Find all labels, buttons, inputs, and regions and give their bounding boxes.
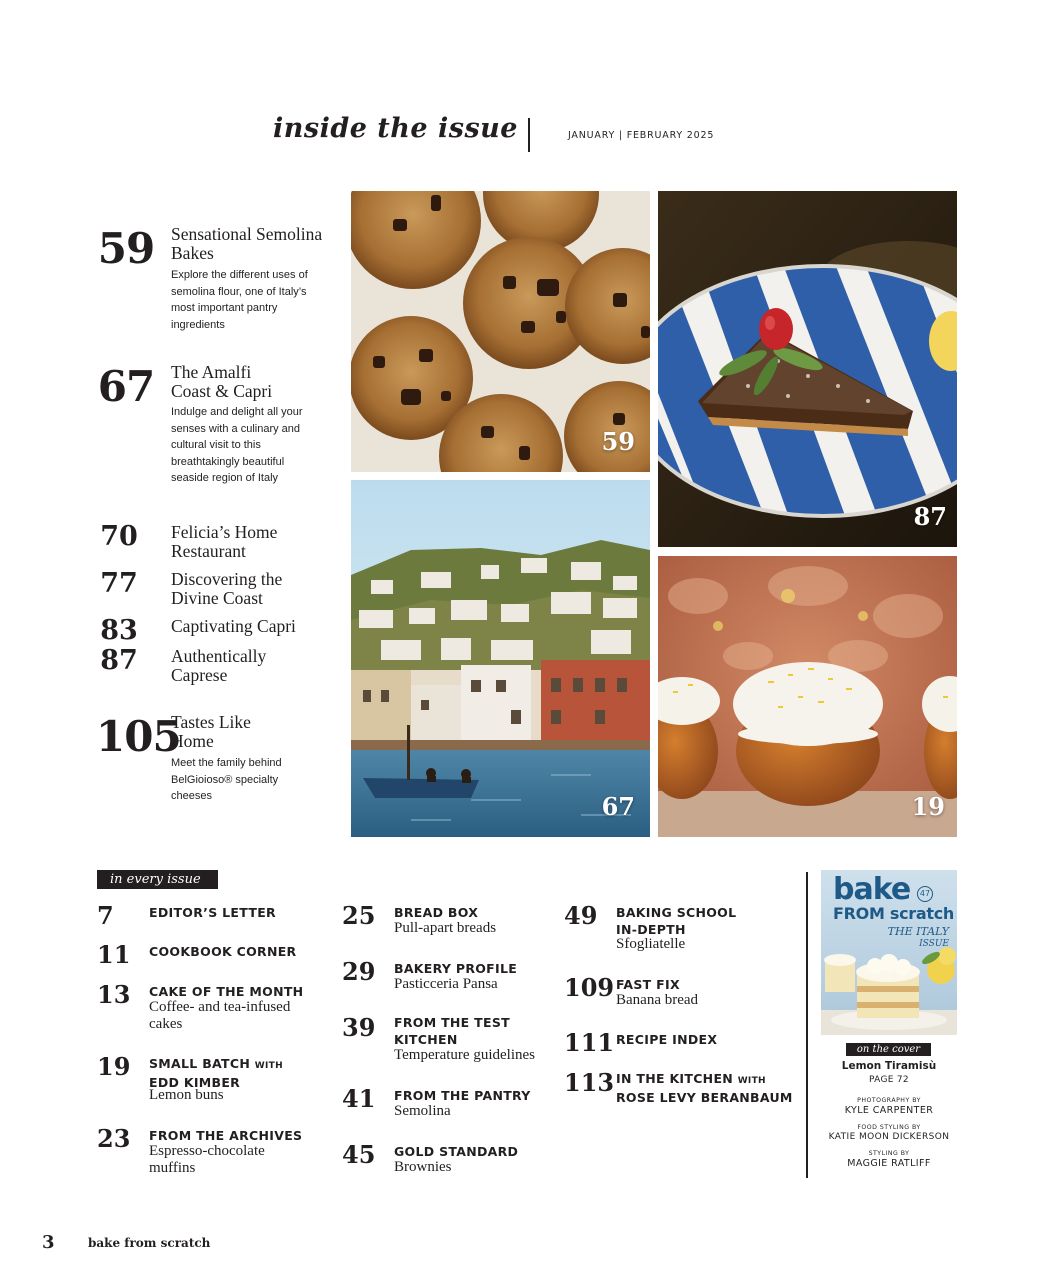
photo-torte[interactable] (658, 191, 957, 547)
department-label: RECIPE INDEX (616, 1032, 718, 1047)
department-label-part: EDD KIMBER (149, 1074, 241, 1090)
department-label: COOKBOOK CORNER (149, 944, 297, 959)
feature-page-number: 77 (100, 568, 138, 599)
page-title: inside the issue (273, 113, 518, 144)
cover-headline (888, 926, 949, 950)
department-label-part: IN THE KITCHEN (616, 1071, 734, 1086)
feature-page-number: 70 (100, 521, 138, 552)
photo-page-number: 67 (601, 792, 635, 821)
department-label-with: WITH (254, 1061, 283, 1071)
photo-lemon-buns[interactable] (658, 556, 957, 837)
feature-title: Captivating Capri (171, 616, 296, 636)
department-label: CAKE OF THE MONTH (149, 984, 304, 999)
feature-page-number: 59 (97, 224, 155, 273)
feature-item[interactable] (96, 362, 336, 507)
publication-name: bake from scratch (88, 1236, 211, 1250)
department-label (616, 1071, 796, 1106)
department-label-part: SMALL BATCH (149, 1056, 251, 1071)
credit-role: FOOD STYLING BY (857, 1124, 921, 1131)
department-item[interactable] (342, 957, 562, 997)
department-page-number: 113 (564, 1068, 615, 1097)
department-page-number: 49 (564, 901, 598, 930)
department-page-number: 111 (564, 1028, 615, 1057)
department-page-number: 13 (97, 980, 131, 1009)
department-page-number: 25 (342, 901, 376, 930)
department-page-number: 23 (97, 1124, 131, 1153)
feature-title: Authentically Caprese (171, 646, 267, 685)
department-page-number: 39 (342, 1013, 376, 1042)
department-item[interactable] (564, 1068, 794, 1108)
feature-title: The Amalfi Coast & Capri (171, 362, 273, 401)
feature-item[interactable] (96, 645, 336, 685)
capri-illustration (351, 480, 650, 837)
department-page-number: 29 (342, 957, 376, 986)
feature-description: Indulge and delight all your senses with a culinary and cultural visit to this breathtakingly beautiful seaside region of Italy (171, 406, 303, 484)
department-item[interactable] (97, 1052, 317, 1108)
department-subtitle: Pasticceria Pansa (394, 976, 498, 992)
credit-name: KATIE MOON DICKERSON (828, 1132, 950, 1142)
department-item[interactable] (342, 1084, 562, 1124)
department-subtitle: Sfogliatelle (616, 936, 686, 952)
photo-page-number: 87 (913, 502, 947, 531)
department-item[interactable] (564, 901, 794, 957)
feature-item[interactable] (96, 224, 336, 339)
feature-item[interactable] (96, 521, 336, 561)
feature-title: Felicia’s Home Restaurant (171, 522, 278, 561)
department-page-number: 109 (564, 973, 615, 1002)
department-subtitle: Coffee- and tea-infused cakes (149, 999, 291, 1032)
department-subtitle: Espresso-chocolate muffins (149, 1143, 265, 1176)
feature-description: Meet the family behind BelGioioso® specialty cheeses (171, 757, 282, 802)
cover-page-ref: PAGE 72 (869, 1075, 909, 1085)
feature-item[interactable] (96, 568, 336, 608)
feature-page-number: 87 (100, 645, 138, 676)
credit-role: STYLING BY (868, 1150, 910, 1157)
cover-divider (806, 872, 808, 1178)
cover-issue-number: 47 (917, 886, 933, 902)
department-item[interactable] (97, 1124, 317, 1180)
feature-item[interactable] (96, 615, 336, 646)
feature-page-number: 105 (96, 712, 181, 761)
feature-title: Discovering the Divine Coast (171, 569, 283, 608)
cover-headline-line: ISSUE (919, 939, 949, 949)
photo-capri-harbor[interactable] (351, 480, 650, 837)
department-label: BAKING SCHOOL IN-DEPTH (616, 905, 737, 937)
header-divider (528, 118, 530, 152)
department-item[interactable] (97, 940, 317, 970)
department-page-number: 19 (97, 1052, 131, 1081)
department-subtitle: Banana bread (616, 992, 699, 1008)
cover-headline-line: THE ITALY (887, 925, 949, 938)
feature-page-number: 83 (100, 615, 138, 646)
feature-item[interactable] (96, 712, 336, 807)
department-item[interactable] (342, 1013, 562, 1069)
feature-description: Explore the different uses of semolina flour, one of Italy’s most important pantry ingredients (171, 269, 308, 331)
photo-page-number: 19 (911, 792, 945, 821)
photo-cookies[interactable] (351, 191, 650, 472)
cover-recipe-name: Lemon Tiramisù (841, 1060, 937, 1072)
department-label: GOLD STANDARD (394, 1144, 519, 1159)
issue-date: JANUARY | FEBRUARY 2025 (568, 130, 715, 141)
department-subtitle: Temperature guidelines (394, 1047, 535, 1063)
credit-name: KYLE CARPENTER (844, 1105, 934, 1116)
department-label: FROM THE TEST KITCHEN (394, 1015, 510, 1047)
department-page-number: 7 (97, 901, 114, 930)
department-label: FROM THE PANTRY (394, 1088, 531, 1103)
department-page-number: 41 (342, 1084, 376, 1113)
on-the-cover-label: on the cover (846, 1043, 931, 1056)
department-label: BREAD BOX (394, 905, 479, 920)
department-item[interactable] (564, 973, 794, 1013)
department-page-number: 11 (97, 940, 131, 969)
torte-illustration (658, 191, 957, 547)
department-item[interactable] (342, 1140, 562, 1180)
feature-title: Sensational Semolina Bakes (171, 224, 323, 263)
department-subtitle: Brownies (394, 1159, 452, 1175)
department-item[interactable] (564, 1028, 794, 1058)
credit-name: MAGGIE RATLIFF (847, 1158, 931, 1169)
department-label: FAST FIX (616, 977, 680, 992)
photo-page-number: 59 (601, 427, 635, 456)
department-label (149, 1056, 339, 1091)
cover-masthead: bake (833, 872, 911, 907)
department-subtitle: Semolina (394, 1103, 451, 1119)
department-page-number: 45 (342, 1140, 376, 1169)
in-every-issue-label: in every issue (97, 870, 218, 889)
department-label: FROM THE ARCHIVES (149, 1128, 303, 1143)
page-number: 3 (42, 1232, 55, 1253)
department-label: EDITOR’S LETTER (149, 905, 276, 920)
department-subtitle: Pull-apart breads (394, 920, 497, 936)
cover-thumbnail[interactable] (821, 870, 957, 1035)
feature-page-number: 67 (97, 362, 155, 411)
department-item[interactable] (342, 901, 562, 941)
department-label-part: ROSE LEVY BERANBAUM (616, 1089, 793, 1105)
department-subtitle: Lemon buns (149, 1087, 224, 1103)
department-label-with: WITH (737, 1076, 766, 1086)
department-label: BAKERY PROFILE (394, 961, 518, 976)
cover-masthead-sub: FROM scratch (833, 904, 954, 923)
feature-title: Tastes Like Home (171, 712, 251, 751)
department-item[interactable] (97, 980, 317, 1040)
department-item[interactable] (97, 901, 317, 931)
credit-role: PHOTOGRAPHY BY (857, 1097, 921, 1104)
